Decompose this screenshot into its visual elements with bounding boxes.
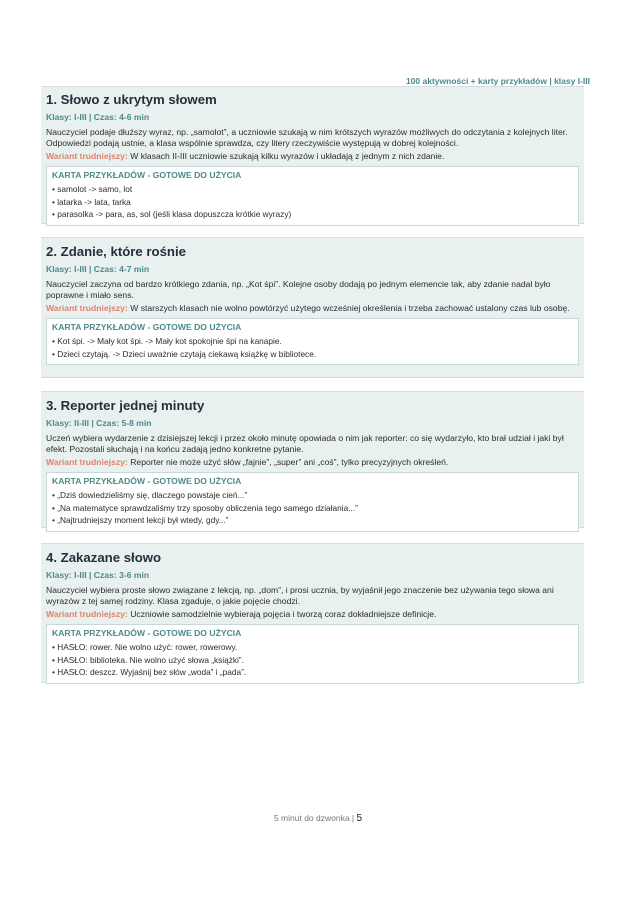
activity-meta: Klasy: I-III | Czas: 4-6 min [46,112,150,122]
example-item: • HASŁO: deszcz. Wyjaśnij bez słów „woda” i „pada”. [52,667,247,677]
activity-variant [46,457,579,468]
example-item: • samolot -> samo, lot [52,184,133,194]
example-card [46,624,579,684]
example-item: • „Na matematyce sprawdzaliśmy trzy sposoby obliczenia tego samego działania...” [52,502,358,513]
page-footer [0,813,636,824]
activity-card [41,543,584,683]
activity-meta: Klasy: I-III | Czas: 4-7 min [46,264,150,274]
example-card-header: KARTA PRZYKŁADÓW - GOTOWE DO UŻYCIA [52,322,242,332]
example-card [46,166,579,226]
activity-variant [46,609,579,620]
variant-label: Wariant trudniejszy: [46,151,128,161]
example-item: • parasolka -> para, as, sol (jeśli klasa dopuszcza krótkie wyrazy) [52,209,292,219]
example-item: • latarka -> lata, tarka [52,196,131,207]
activity-variant [46,151,579,162]
activity-description: Uczeń wybiera wydarzenie z dzisiejszej lekcji i przez około minutę opowiada o nim jak reporter: co się wydarzyło, kto brał udział i jaki był efekt. Pozostali słuchają i na końcu zadają jedno konkretne pytanie. [46,433,564,454]
example-item: • „Najtrudniejszy moment lekcji był wtedy, gdy...” [52,515,229,525]
example-item: • Kot śpi. -> Mały kot śpi. -> Mały kot spokojnie śpi na kanapie. [52,336,282,346]
activity-description: Nauczyciel podaje dłuższy wyraz, np. „samolot”, a uczniowie szukają w nim krótszych wyrazów możliwych do odczytania z kolejnych liter. Odpowiedzi podają ustnie, a klasa wspólnie sprawdza, czy litery rzeczywiście występują w dobrej kolejności. [46,127,568,148]
example-card [46,318,579,365]
activity-meta: Klasy: I-III | Czas: 3-6 min [46,570,150,580]
variant-text: W klasach II-III uczniowie szukają kilku wyrazów i układają z jednym z nich zdanie. [130,151,445,161]
variant-label: Wariant trudniejszy: [46,457,128,467]
example-card [46,472,579,532]
example-item: • „Dziś dowiedzieliśmy się, dlaczego powstaje cień...” [52,490,248,500]
activity-meta: Klasy: II-III | Czas: 5-8 min [46,418,152,428]
variant-label: Wariant trudniejszy: [46,609,128,619]
example-item: • HASŁO: biblioteka. Nie wolno użyć słowa „książki”. [52,654,244,665]
variant-text: Reporter nie może użyć słów „fajnie”, „super” ani „coś”, tylko precyzyjnych określeń. [130,457,449,467]
activity-card [41,391,584,528]
activity-title: 1. Słowo z ukrytym słowem [46,92,217,107]
activity-title: 4. Zakazane słowo [46,550,162,565]
activity-description: Nauczyciel wybiera proste słowo związane z lekcją, np. „dom”, i prosi ucznia, by wyjaśnił jego znaczenie bez używania tego słowa ani wyrazów z tej samej rodziny. Klasa zgaduje, o jakie pojęcie chodzi. [46,585,554,606]
activity-card [41,237,584,378]
example-item: • HASŁO: rower. Nie wolno użyć: rower, rowerowy. [52,642,238,652]
activity-card [41,86,584,224]
activity-title: 3. Reporter jednej minuty [46,398,205,413]
variant-label: Wariant trudniejszy: [46,303,128,313]
example-card-header: KARTA PRZYKŁADÓW - GOTOWE DO UŻYCIA [52,476,242,486]
activity-variant [46,303,579,314]
example-card-header: KARTA PRZYKŁADÓW - GOTOWE DO UŻYCIA [52,170,242,180]
running-header: 100 aktywności + karty przykładów | klasy I-III [405,76,590,86]
activity-title: 2. Zdanie, które rośnie [46,244,186,259]
footer-text: 5 minut do dzwonka | [273,813,357,823]
example-item: • Dzieci czytają. -> Dzieci uważnie czytają ciekawą książkę w bibliotece. [52,348,317,359]
variant-text: Uczniowie samodzielnie wybierają pojęcia i tworzą coraz dokładniejsze definicje. [130,609,437,619]
example-card-header: KARTA PRZYKŁADÓW - GOTOWE DO UŻYCIA [52,628,242,638]
activity-description: Nauczyciel zaczyna od bardzo krótkiego zdania, np. „Kot śpi”. Kolejne osoby dodają po jednym elemencie tak, aby zdanie nadal było poprawne i miało sens. [46,279,551,300]
variant-text: W starszych klasach nie wolno powtórzyć użytego wcześniej określenia i trzeba zachować ustalony czas lub osobę. [130,303,570,313]
page-number: 5 [356,813,363,824]
